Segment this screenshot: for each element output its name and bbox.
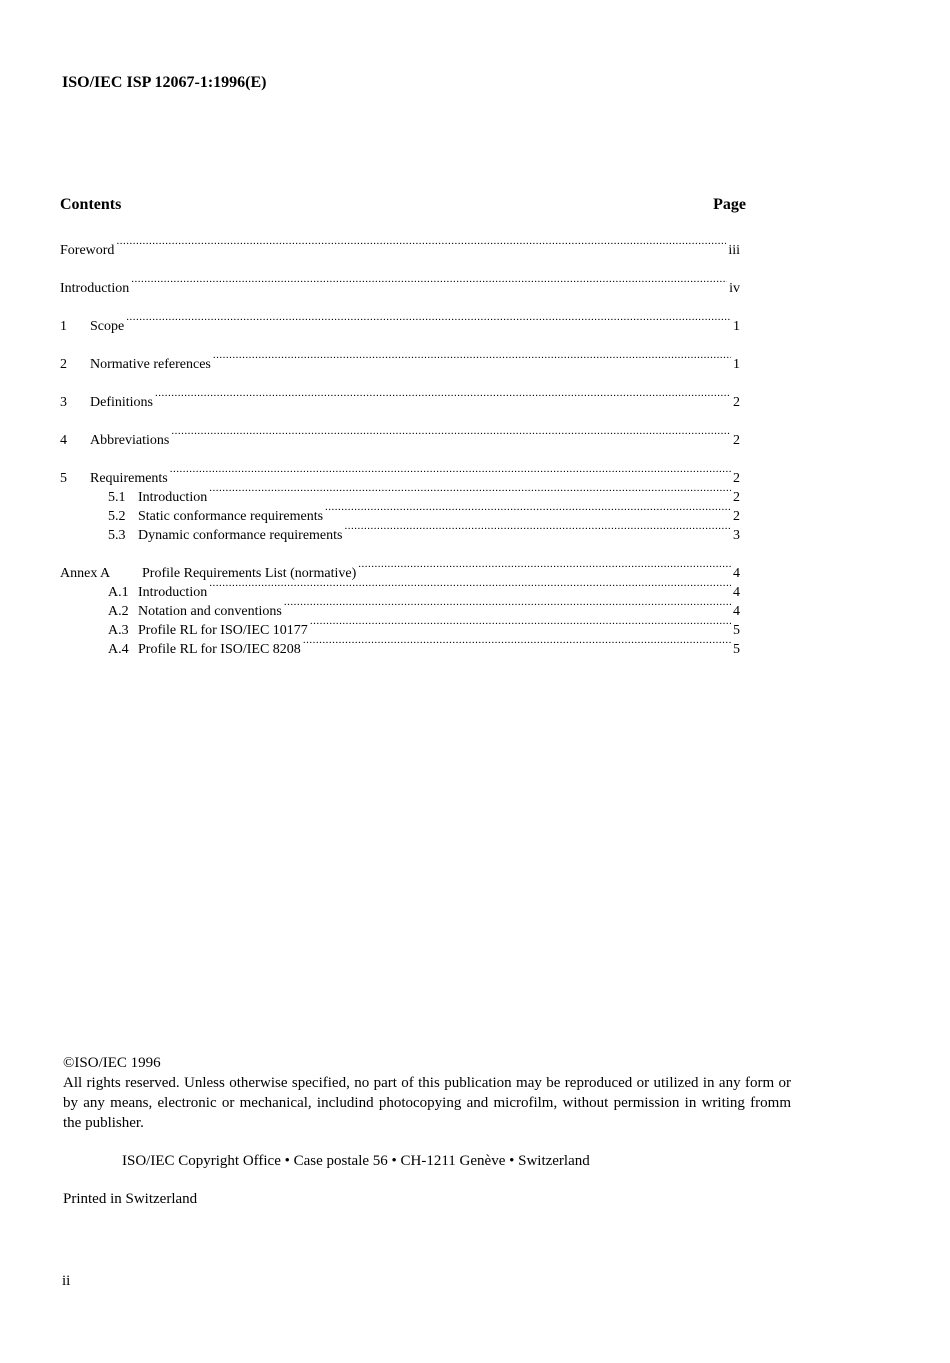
dot-leader [213, 349, 731, 368]
copyright-office-address: ISO/IEC Copyright Office • Case postale 56 • CH-1211 Genève • Switzerland [122, 1153, 590, 1169]
toc-entry-title: Requirements [90, 471, 168, 486]
toc-entry-number: A.3 [108, 623, 129, 638]
toc-entry-scope[interactable] [60, 311, 740, 334]
toc-entry-number: Annex A [60, 566, 111, 581]
dot-leader [284, 596, 731, 615]
page-column-heading: Page [713, 196, 746, 213]
toc-entry-title: Profile RL for ISO/IEC 10177 [138, 623, 308, 638]
toc-entry-page: 5 [733, 642, 740, 657]
toc-entry-page: 3 [733, 528, 740, 543]
dot-leader [303, 634, 731, 653]
page-number: ii [62, 1273, 71, 1289]
dot-leader [116, 235, 726, 254]
toc-entry-number: 5 [60, 471, 67, 486]
toc-entry-page: iii [728, 243, 740, 258]
toc-entry-foreword[interactable] [60, 235, 740, 258]
toc-entry-page: 1 [733, 319, 740, 334]
rights-statement: All rights reserved. Unless otherwise specified, no part of this publication may be reproduced or utilized in any form or by any means, electronic or mechanical, includind photocopying and microfilm, without permission in writing fromm the publisher. [63, 1075, 791, 1131]
toc-entry-title: Abbreviations [90, 433, 170, 448]
toc-entry-number: A.4 [108, 642, 129, 657]
toc-entry-page: 5 [733, 623, 740, 638]
dot-leader [344, 520, 731, 539]
toc-entry-number: 5.3 [108, 528, 126, 543]
contents-heading: Contents [60, 196, 122, 213]
table-of-contents [60, 235, 740, 657]
dot-leader [155, 387, 731, 406]
toc-entry-title: Profile Requirements List (normative) [142, 566, 357, 581]
dot-leader [171, 425, 731, 444]
toc-entry-title: Introduction [60, 281, 130, 296]
toc-entry-page: 1 [733, 357, 740, 372]
toc-entry-page: 4 [733, 566, 740, 581]
toc-entry-annex-a[interactable] [60, 558, 740, 581]
toc-entry-page: 2 [733, 509, 740, 524]
toc-entry-title: Dynamic conformance requirements [138, 528, 343, 543]
toc-entry-number: A.1 [108, 585, 129, 600]
toc-entry-introduction[interactable] [60, 273, 740, 296]
toc-entry-title: Introduction [138, 490, 208, 505]
copyright-block [63, 1053, 791, 1133]
toc-entry-page: 2 [733, 471, 740, 486]
toc-entry-number: 5.1 [108, 490, 126, 505]
toc-entry-page: 4 [733, 585, 740, 600]
toc-entry-title: Scope [90, 319, 125, 334]
toc-entry-requirements[interactable] [60, 463, 740, 486]
toc-entry-title: Foreword [60, 243, 115, 258]
toc-entry-number: A.2 [108, 604, 129, 619]
toc-entry-number: 4 [60, 433, 67, 448]
toc-entry-title: Definitions [90, 395, 153, 410]
toc-entry-number: 5.2 [108, 509, 126, 524]
toc-entry-title: Notation and conventions [138, 604, 282, 619]
dot-leader [358, 558, 731, 577]
toc-entry-abbreviations[interactable] [60, 425, 740, 448]
copyright-notice: ©ISO/IEC 1996 [63, 1055, 161, 1071]
toc-entry-page: iv [729, 281, 740, 296]
toc-entry-page: 2 [733, 395, 740, 410]
toc-entry-number: 1 [60, 319, 67, 334]
dot-leader [325, 501, 731, 520]
document-identifier: ISO/IEC ISP 12067-1:1996(E) [62, 74, 267, 91]
toc-entry-title: Introduction [138, 585, 208, 600]
dot-leader [126, 311, 731, 330]
toc-entry-title: Profile RL for ISO/IEC 8208 [138, 642, 301, 657]
toc-entry-number: 3 [60, 395, 67, 410]
dot-leader [209, 577, 731, 596]
toc-entry-title: Normative references [90, 357, 211, 372]
toc-entry-page: 2 [733, 433, 740, 448]
toc-entry-normative-references[interactable] [60, 349, 740, 372]
dot-leader [310, 615, 731, 634]
toc-entry-page: 2 [733, 490, 740, 505]
dot-leader [170, 463, 731, 482]
printed-in-statement: Printed in Switzerland [63, 1191, 198, 1207]
toc-heading-row [60, 196, 746, 218]
toc-entry-page: 4 [733, 604, 740, 619]
dot-leader [209, 482, 731, 501]
toc-entry-definitions[interactable] [60, 387, 740, 410]
toc-entry-number: 2 [60, 357, 67, 372]
dot-leader [131, 273, 727, 292]
toc-entry-title: Static conformance requirements [138, 509, 324, 524]
